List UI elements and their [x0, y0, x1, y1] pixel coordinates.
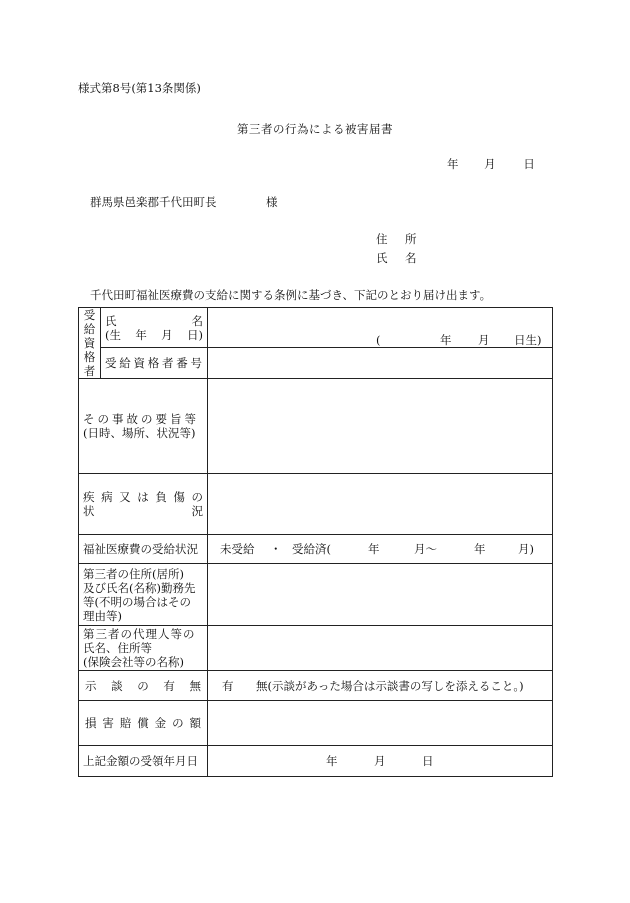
- document-title: 第三者の行為による被害届書: [237, 122, 393, 136]
- negotiation-field[interactable]: [208, 671, 553, 701]
- third-party-label: 第三者の住所(居所) 及び氏名(名称)勤務先 等(不明の場合はその 理由等): [79, 564, 208, 626]
- row-name: [79, 308, 553, 348]
- addressee: 群馬県邑楽郡千代田町長: [90, 195, 217, 209]
- report-form-table: [78, 307, 553, 777]
- row-third-party: [79, 564, 553, 626]
- date-day: 日: [523, 157, 535, 171]
- date-month: 月: [484, 157, 496, 171]
- illness-status-label: 疾病又は負傷の 状 況: [79, 474, 208, 535]
- welfare-status-label: 福祉医療費の受給状況: [79, 535, 208, 564]
- honorific: 様: [266, 195, 278, 209]
- name-birth-label: 氏 名 (生 年 月 日): [101, 308, 208, 348]
- receipt-date-field[interactable]: 年 月 日: [208, 746, 553, 777]
- applicant-address-label: 住 所: [376, 232, 420, 246]
- illness-status-field[interactable]: [208, 474, 553, 535]
- date-year: 年: [447, 157, 459, 171]
- welfare-status-field[interactable]: 未受給 ・ 受給済( 年 月〜 年 月): [208, 535, 553, 564]
- agent-label: 第三者の代理人等の 氏名、住所等 (保険会社等の名称): [79, 626, 208, 671]
- option-no[interactable]: 無(示談があった場合は示談書の写しを添えること。): [256, 678, 524, 693]
- receipt-date-label: 上記金額の受領年月日: [79, 746, 208, 777]
- row-agent: [79, 626, 553, 671]
- agent-field[interactable]: [208, 626, 553, 671]
- third-party-field[interactable]: [208, 564, 553, 626]
- row-negotiation: [79, 671, 553, 701]
- option-unreceived[interactable]: 未受給: [220, 542, 255, 556]
- row-receipt-date: [79, 746, 553, 777]
- intro-text: 千代田町福祉医療費の支給に関する条例に基づき、下記のとおり届け出ます。: [90, 288, 492, 302]
- damages-field[interactable]: [208, 701, 553, 746]
- row-illness: [79, 474, 553, 535]
- form-number: 様式第8号(第13条関係): [78, 81, 201, 95]
- row-qualification-number: [79, 348, 553, 379]
- submission-date: [447, 156, 535, 172]
- qualification-number-label: 受給資格者番号: [101, 348, 208, 379]
- incident-summary-label: その事故の要旨等 (日時、場所、状況等): [79, 379, 208, 474]
- row-welfare-status: [79, 535, 553, 564]
- qualification-number-field[interactable]: [208, 348, 553, 379]
- option-received[interactable]: 受給済(: [292, 542, 331, 556]
- applicant-name-label: 氏 名: [376, 251, 420, 265]
- damages-label: 損害賠償金の額: [79, 701, 208, 746]
- option-yes[interactable]: 有: [222, 678, 234, 693]
- beneficiary-group-header: 受 給 資 格 者: [79, 308, 101, 379]
- name-birth-field[interactable]: ( 年 月 日生): [208, 308, 553, 348]
- incident-summary-field[interactable]: [208, 379, 553, 474]
- row-incident: [79, 379, 553, 474]
- row-damages: [79, 701, 553, 746]
- negotiation-label: 示談の有無: [79, 671, 208, 701]
